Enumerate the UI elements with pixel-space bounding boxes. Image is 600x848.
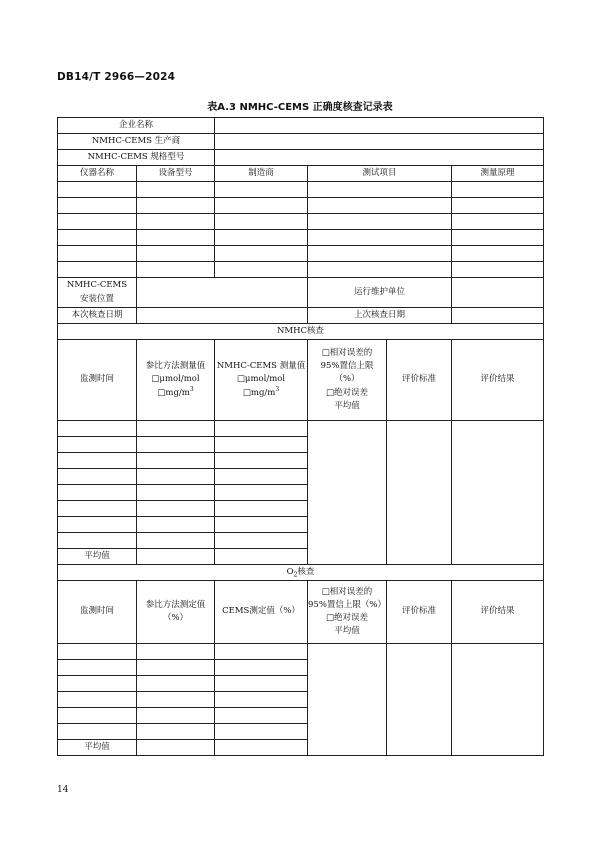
cell[interactable] xyxy=(308,230,452,246)
cell[interactable] xyxy=(215,692,308,708)
model-row xyxy=(58,150,544,166)
cell[interactable] xyxy=(308,198,452,214)
o2-error-value[interactable] xyxy=(308,644,387,756)
table-title: 表A.3 NMHC-CEMS 正确度核查记录表 xyxy=(207,102,393,113)
unit-mg-checkbox[interactable]: $□mg/m^3$ xyxy=(157,385,194,398)
o2-monitor-time-header: 监测时间 xyxy=(58,581,137,644)
cell[interactable] xyxy=(137,437,215,453)
cell[interactable] xyxy=(308,262,452,278)
unit-umol-checkbox[interactable]: □μmol/mol xyxy=(151,374,200,385)
cell[interactable] xyxy=(452,214,544,230)
cell[interactable] xyxy=(215,517,308,533)
unit-mg-checkbox[interactable]: $□mg/m^3$ xyxy=(242,385,280,398)
o2-section-row xyxy=(58,565,544,581)
cell[interactable] xyxy=(215,708,308,724)
maker-header: 制造商 xyxy=(215,166,308,182)
cell[interactable] xyxy=(137,485,215,501)
cell[interactable] xyxy=(137,724,215,740)
cell[interactable] xyxy=(215,198,308,214)
cell[interactable] xyxy=(58,230,137,246)
nmhc-eval-standard-header: 评价标准 xyxy=(387,340,452,421)
cell[interactable] xyxy=(137,262,215,278)
cell[interactable] xyxy=(58,453,137,469)
absolute-error-checkbox[interactable]: □绝对误差 xyxy=(325,387,369,398)
cell[interactable] xyxy=(215,262,308,278)
cell[interactable] xyxy=(58,437,137,453)
cell[interactable] xyxy=(137,692,215,708)
cell[interactable] xyxy=(58,246,137,262)
cell[interactable] xyxy=(137,246,215,262)
nmhc-ref-method-header xyxy=(137,340,215,421)
cell[interactable] xyxy=(215,469,308,485)
nmhc-eval-standard-value[interactable] xyxy=(387,421,452,565)
nmhc-section-row xyxy=(58,324,544,340)
device-model-header: 设备型号 xyxy=(137,166,215,182)
instrument-row xyxy=(58,214,544,230)
cell[interactable] xyxy=(215,230,308,246)
cell[interactable] xyxy=(215,676,308,692)
o2-eval-result-value[interactable] xyxy=(452,644,544,756)
instrument-name-header: 仪器名称 xyxy=(58,166,137,182)
cell[interactable] xyxy=(58,644,137,660)
cell[interactable] xyxy=(58,517,137,533)
instrument-row xyxy=(58,246,544,262)
cell[interactable] xyxy=(58,676,137,692)
absolute-error-checkbox[interactable]: □绝对误差 xyxy=(325,613,369,623)
nmhc-average-label: 平均值 xyxy=(58,549,137,565)
o2-error-header xyxy=(308,581,387,644)
cell[interactable] xyxy=(215,485,308,501)
cell[interactable] xyxy=(58,469,137,485)
install-location-label xyxy=(58,278,137,308)
cell[interactable] xyxy=(137,453,215,469)
cell[interactable] xyxy=(137,533,215,549)
operator-value[interactable] xyxy=(452,278,544,308)
cell[interactable] xyxy=(215,453,308,469)
nmhc-cems-check-record-table xyxy=(57,117,544,756)
o2-eval-standard-value[interactable] xyxy=(387,644,452,756)
nmhc-monitor-time-header: 监测时间 xyxy=(58,340,137,421)
check-date-row xyxy=(58,308,544,324)
instrument-row xyxy=(58,262,544,278)
error-line: 平均值 xyxy=(334,626,360,637)
test-item-header: 测试项目 xyxy=(308,166,452,182)
manufacturer-value-cell[interactable] xyxy=(215,134,544,150)
company-value-cell[interactable] xyxy=(215,118,544,134)
cell[interactable] xyxy=(137,740,215,756)
instrument-row xyxy=(58,230,544,246)
unit-umol-checkbox[interactable]: □μmol/mol xyxy=(236,374,286,385)
cell[interactable] xyxy=(137,501,215,517)
cell[interactable] xyxy=(215,214,308,230)
instrument-row xyxy=(58,198,544,214)
cell[interactable] xyxy=(137,676,215,692)
nmhc-error-header xyxy=(308,340,387,421)
page-number: 14 xyxy=(57,785,69,795)
nmhc-eval-result-value[interactable] xyxy=(452,421,544,565)
last-check-date-value[interactable] xyxy=(452,308,544,324)
company-row xyxy=(58,118,544,134)
cell[interactable] xyxy=(215,724,308,740)
cell[interactable] xyxy=(137,708,215,724)
instrument-row xyxy=(58,182,544,198)
ref-method-line: （%） xyxy=(162,613,189,623)
ref-method-line: 参比方法测定值 xyxy=(145,599,206,610)
cell[interactable] xyxy=(308,182,452,198)
install-label-line1: NMHC-CEMS xyxy=(66,280,128,291)
cems-value-title: NMHC-CEMS 测量值 xyxy=(216,361,306,372)
cell[interactable] xyxy=(137,469,215,485)
cell[interactable] xyxy=(215,437,308,453)
cell[interactable] xyxy=(137,230,215,246)
cell[interactable] xyxy=(137,517,215,533)
last-check-date-label: 上次核查日期 xyxy=(308,308,452,324)
error-line: （%） xyxy=(334,374,360,385)
cell[interactable] xyxy=(215,549,308,565)
company-label: 企业名称 xyxy=(58,118,215,134)
o2-header-row xyxy=(58,581,544,644)
operator-label: 运行维护单位 xyxy=(308,278,452,308)
cell[interactable] xyxy=(58,708,137,724)
cell[interactable] xyxy=(215,182,308,198)
nmhc-header-row xyxy=(58,340,544,421)
nmhc-cems-value-header xyxy=(215,340,308,421)
cell[interactable] xyxy=(137,421,215,437)
cell[interactable] xyxy=(215,246,308,262)
this-check-date-label: 本次核查日期 xyxy=(58,308,137,324)
nmhc-eval-result-header: 评价结果 xyxy=(452,340,544,421)
cell[interactable] xyxy=(58,533,137,549)
cell[interactable] xyxy=(215,660,308,676)
manufacturer-row xyxy=(58,134,544,150)
cell[interactable] xyxy=(308,246,452,262)
cell[interactable] xyxy=(58,421,137,437)
cell[interactable] xyxy=(137,660,215,676)
cell[interactable] xyxy=(452,262,544,278)
this-check-date-value[interactable] xyxy=(137,308,308,324)
nmhc-section-title: NMHC核查 xyxy=(58,324,544,340)
o2-ref-method-header xyxy=(137,581,215,644)
error-line: 95%置信上限（%） xyxy=(308,599,386,610)
cell[interactable] xyxy=(452,182,544,198)
install-row xyxy=(58,278,544,308)
error-line: 平均值 xyxy=(334,400,360,411)
cell[interactable] xyxy=(58,501,137,517)
cell[interactable] xyxy=(308,214,452,230)
cell[interactable] xyxy=(58,724,137,740)
model-value-cell[interactable] xyxy=(215,150,544,166)
cell[interactable] xyxy=(452,230,544,246)
cell[interactable] xyxy=(137,549,215,565)
cell[interactable] xyxy=(58,262,137,278)
ref-method-title: 参比方法测量值 xyxy=(145,361,206,372)
relative-error-checkbox[interactable]: □相对误差的 xyxy=(321,348,373,359)
cell[interactable] xyxy=(137,182,215,198)
standard-code: DB14/T 2966—2024 xyxy=(57,71,176,83)
nmhc-error-value[interactable] xyxy=(308,421,387,565)
cell[interactable] xyxy=(215,533,308,549)
manufacturer-label: NMHC-CEMS 生产商 xyxy=(58,134,215,150)
cell[interactable] xyxy=(58,182,137,198)
cell[interactable] xyxy=(58,198,137,214)
principle-header: 测量原理 xyxy=(452,166,544,182)
cell[interactable] xyxy=(58,692,137,708)
o2-cems-value-header: CEMS测定值（%） xyxy=(215,581,308,644)
cell[interactable] xyxy=(215,740,308,756)
cell[interactable] xyxy=(58,214,137,230)
cell[interactable] xyxy=(137,644,215,660)
cell[interactable] xyxy=(215,501,308,517)
o2-eval-standard-header: 评价标准 xyxy=(387,581,452,644)
o2-section-title: $O_2$核查 xyxy=(58,565,544,581)
o2-eval-result-header: 评价结果 xyxy=(452,581,544,644)
install-location-value[interactable] xyxy=(137,278,308,308)
cell[interactable] xyxy=(215,421,308,437)
relative-error-checkbox[interactable]: □相对误差的 xyxy=(321,586,373,597)
error-line: 95%置信上限 xyxy=(320,361,374,372)
nmhc-data-row xyxy=(58,421,544,437)
install-label-line2: 安装位置 xyxy=(79,293,114,304)
o2-average-label: 平均值 xyxy=(58,740,137,756)
cell[interactable] xyxy=(58,485,137,501)
model-label: NMHC-CEMS 规格型号 xyxy=(58,150,215,166)
cell[interactable] xyxy=(215,644,308,660)
cell[interactable] xyxy=(452,198,544,214)
cell[interactable] xyxy=(452,246,544,262)
cell[interactable] xyxy=(58,660,137,676)
cell[interactable] xyxy=(137,198,215,214)
instrument-header-row xyxy=(58,166,544,182)
cell[interactable] xyxy=(137,214,215,230)
o2-data-row xyxy=(58,644,544,660)
